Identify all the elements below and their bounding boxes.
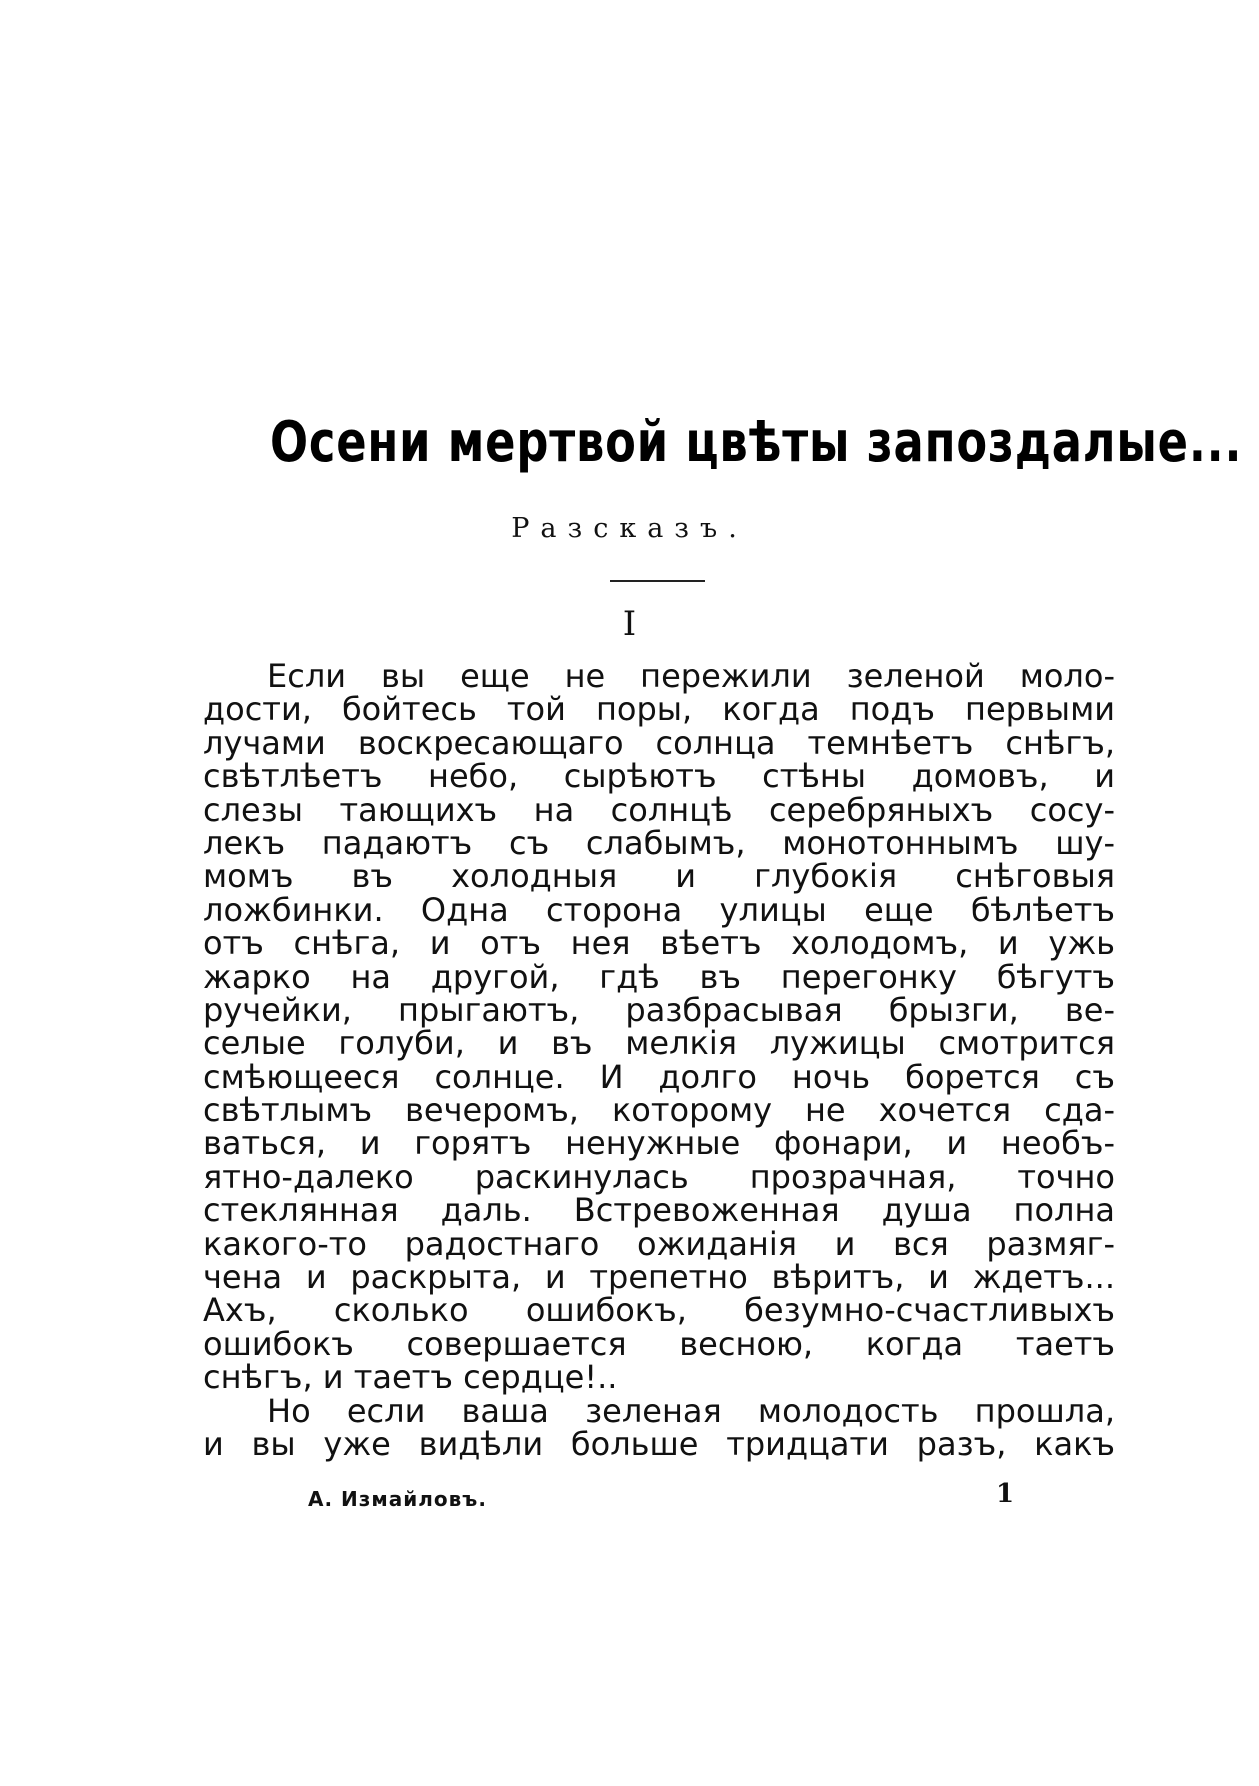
body-line: какого-то радостнаго ожиданія и вся размяг- — [203, 1224, 1115, 1263]
body-line: ваться, и горятъ ненужные фонари, и необъ- — [203, 1124, 1115, 1163]
body-line: лекъ падаютъ съ слабымъ, монотоннымъ шу- — [203, 823, 1115, 862]
chapter-number: I — [622, 604, 637, 644]
body-line: свѣтлымъ вечеромъ, которому не хочется сда- — [203, 1091, 1115, 1130]
body-line: ошибокъ совершается весною, когда таетъ — [203, 1324, 1115, 1363]
story-title: Осени мертвой цвѣты запоздалые... — [270, 410, 1243, 475]
title-divider — [610, 580, 705, 582]
body-line: момъ въ холодныя и глубокія снѣговыя — [203, 857, 1115, 896]
body-line: смѣющееся солнце. И долго ночь борется съ — [203, 1057, 1115, 1096]
body-line: ятно-далеко раскинулась прозрачная, точно — [203, 1157, 1115, 1196]
body-line: чена и раскрыта, и трепетно вѣритъ, и ждетъ... — [203, 1258, 1115, 1297]
body-line: и вы уже видѣли больше тридцати разъ, какъ — [203, 1424, 1115, 1463]
body-line: отъ снѣга, и отъ нея вѣетъ холодомъ, и ужь — [203, 924, 1115, 963]
body-line: стеклянная даль. Встревоженная душа полна — [203, 1191, 1115, 1230]
body-line: жарко на другой, гдѣ въ перегонку бѣгутъ — [203, 957, 1115, 996]
body-line: Но если ваша зеленая молодость прошла, — [267, 1391, 1115, 1430]
body-line: дости, бойтесь той поры, когда подъ первыми — [203, 690, 1115, 729]
body-line: лучами воскресающаго солнца темнѣетъ снѣгъ, — [203, 723, 1115, 762]
story-subtitle: Разсказъ. — [511, 513, 748, 544]
page-number: 1 — [996, 1479, 1015, 1509]
body-line: свѣтлѣетъ небо, сырѣютъ стѣны домовъ, и — [203, 757, 1115, 796]
body-line: Если вы еще не пережили зеленой моло- — [267, 657, 1115, 695]
body-line: снѣгъ, и таетъ сердце!.. — [203, 1358, 618, 1397]
body-line: селые голуби, и въ мелкія лужицы смотрится — [203, 1024, 1115, 1063]
body-line: ручейки, прыгаютъ, разбрасывая брызги, ве- — [203, 990, 1115, 1029]
body-line: Ахъ, сколько ошибокъ, безумно-счастливыхъ — [203, 1291, 1115, 1330]
footer-author: А. Измайловъ. — [308, 1487, 487, 1511]
story-body — [203, 657, 1115, 1463]
body-line: слезы тающихъ на солнцѣ серебряныхъ сосу- — [203, 790, 1115, 829]
body-line: ложбинки. Одна сторона улицы еще бѣлѣетъ — [203, 890, 1115, 929]
